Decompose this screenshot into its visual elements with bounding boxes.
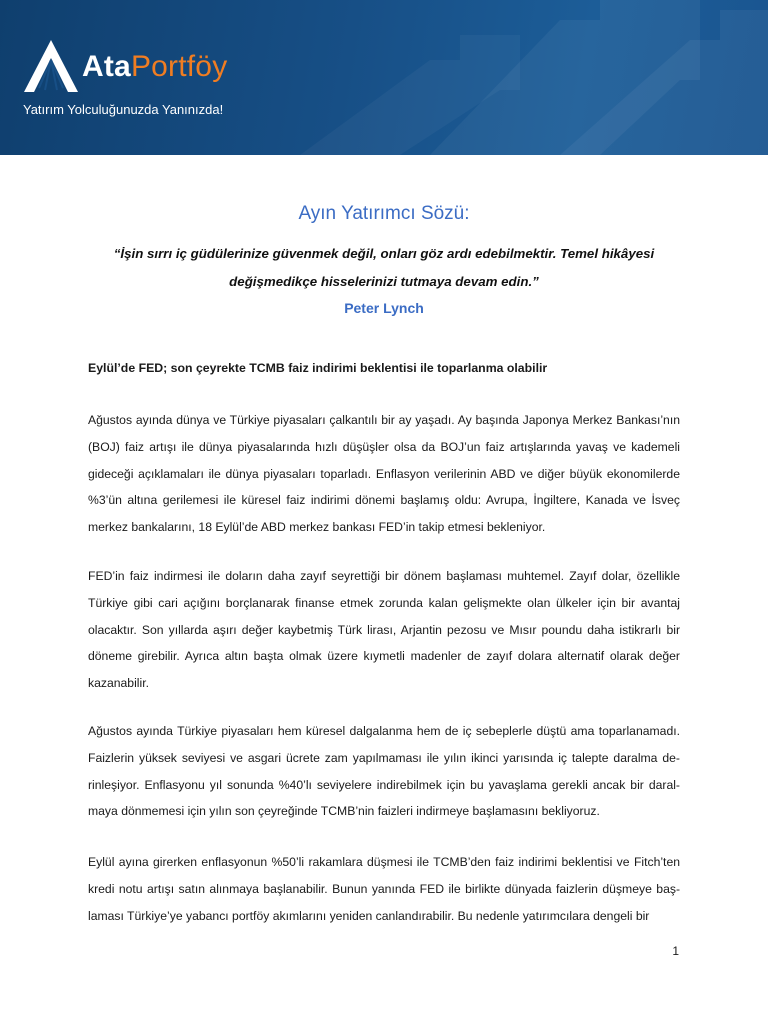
brand-tagline: Yatırım Yolculuğunuzda Yanınızda! [23,102,224,117]
quote-author: Peter Lynch [344,300,424,316]
brand-name-primary: Ata [82,50,131,83]
page-number: 1 [672,944,679,958]
article-paragraph: Ağustos ayında Türkiye piyasaları hem küresel dalgalanma hem de iç sebeplerle düştü ama toparlanamadı. Faizlerin yüksek seviyesi ve asgari ücrete zam yapılmaması ile yılın ikinci yarısında iç talepte daralma de-rinleşiyor. Enflasyonu yıl sonunda %40’lı seviyelere indirebilmek için bu yavaşlama gerekli ancak bir daral-maya dönmemesi için yılın son çeyreğinde TCMB’nin faizleri indirmeye başlamasını bekliyoruz. [88,724,680,819]
quote-heading: Ayın Yatırımcı Sözü: [298,203,470,224]
ata-portfoy-logo-icon [22,38,80,94]
article-paragraph: FED’in faiz indirmesi ile doların daha zayıf seyrettiği bir dönem başlaması muhtemel. Zayıf dolar, özellikle Türkiye gibi cari açığını borçlanarak finanse etmek zorunda kalan gelişmekte olan ülkeler için bir avantaj olacaktır. Son yıllarda aşırı değer kaybetmiş Türk lirası, Arjantin pezosu ve Mısır poundu daha istikrarlı bir döneme girebilir. Ayrıca altın başta olmak üzere kıymetli madenler de zayıf dolara alternatif olarak değer kazanabilir. [88,569,680,691]
article-paragraph: Ağustos ayında dünya ve Türkiye piyasaları çalkantılı bir ay yaşadı. Ay başında Japonya Merkez Bankası’nın (BOJ) faiz artışı ile dünya piyasalarında hızlı düşüşler olsa da BOJ’un faiz artışlarında yavaş ve kademeli gideceği açıklamaları ile dünya piyasaları toparladı. Enflasyon verilerinin ABD ve diğer büyük ekonomilerde %3’ün altına gerilemesi ile küresel faiz indirimi dönemi başlamış oldu: Avrupa, İngiltere, Kanada ve İsveç merkez bankalarını, 18 Eylül’de ABD merkez bankası FED’in takip etmesi bekleniyor. [88,413,680,535]
article-title: Eylül’de FED; son çeyrekte TCMB faiz indirimi beklentisi ile toparlanma olabilir [88,361,548,375]
brand-name-secondary: Portföy [130,50,228,83]
header-banner [0,0,768,155]
article-paragraph: Eylül ayına girerken enflasyonun %50’li rakamlara düşmesi ile TCMB’den faiz indirimi beklentisi ve Fitch’ten kredi notu artışı satın alınmaya başlanabilir. Bunun yanında FED ile birlikte dünyada faizlerin düşmeye baş-laması Türkiye’ye yabancı portföy akımlarını yeniden canlandırabilir. Bu nedenle yatırımcılara dengeli bir [88,855,680,923]
investor-quote: “İşin sırrı iç güdülerinize güvenmek değil, onları göz ardı edebilmektir. Temel hikâyesi değişmedikçe hisselerinizi tutmaya devam edin.” [113,246,655,289]
brand-logo-text [82,50,227,84]
